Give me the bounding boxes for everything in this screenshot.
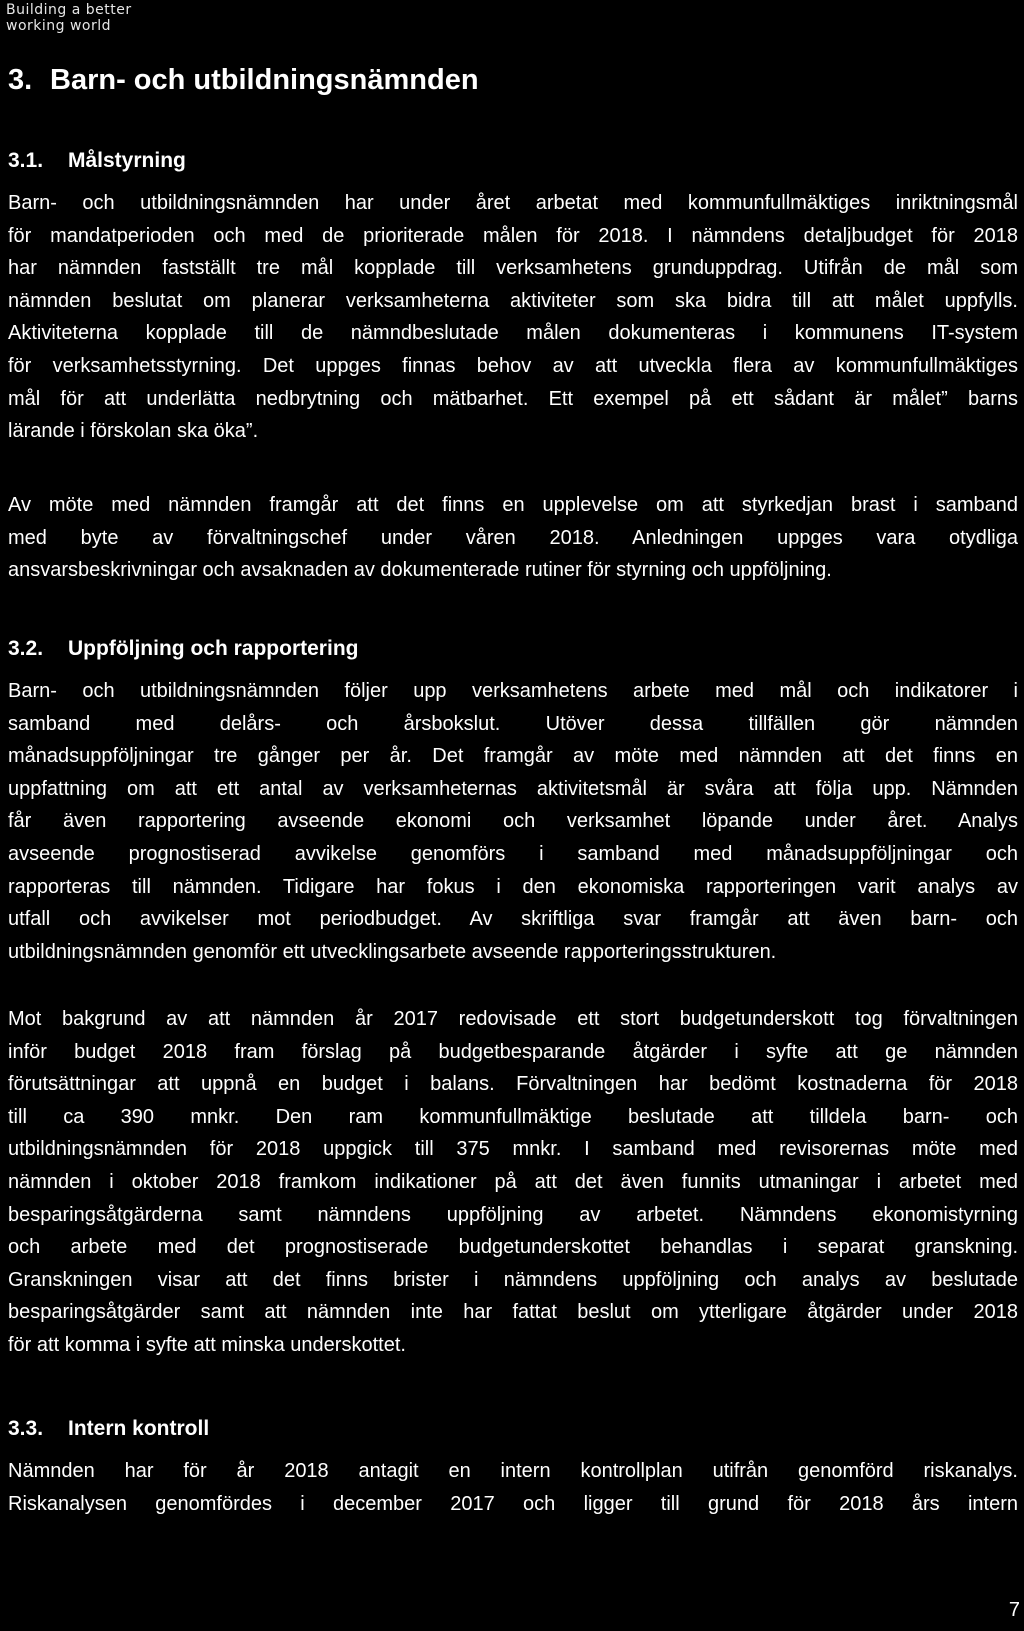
text-line: samband med delårs- och årsbokslut. Utöver dessa tillfällen gör nämnden (8, 712, 1018, 735)
text-line: avseende prognostiserad avvikelse genomförs i samband med månadsuppföljningar och (8, 842, 1018, 865)
text-line: nämnden i oktober 2018 framkom indikationer på att det även funnits utmaningar i arbetet med (8, 1170, 1018, 1193)
text-line: mål för att underlätta nedbrytning och mätbarhet. Ett exempel på ett sådant är målet” barns (8, 387, 1018, 410)
section-title: Uppföljning och rapportering (68, 637, 359, 660)
text-line: utbildningsnämnden genomför ett utvecklingsarbete avseende rapporteringsstrukturen. (8, 940, 777, 963)
section-heading-3-3 (8, 1416, 209, 1442)
paragraph-uppfoljning-2 (8, 1003, 1018, 1362)
text-line: får även rapportering avseende ekonomi och verksamhet löpande under året. Analys (8, 810, 1018, 833)
section-title: Intern kontroll (68, 1417, 210, 1440)
text-line: Av möte med nämnden framgår att det finns en upplevelse om att styrkedjan brast i samband (8, 494, 1018, 516)
text-line: utfall och avvikelser mot periodbudget. Av skriftliga svar framgår att även barn- och (8, 908, 1018, 931)
text-line: Nämnden har för år 2018 antagit en intern kontrollplan utifrån genomförd riskanalys. (8, 1460, 1018, 1482)
text-line: månadsuppföljningar tre gånger per år. Det framgår av möte med nämnden att det finns en (8, 745, 1018, 768)
text-line: Riskanalysen genomfördes i december 2017 och ligger till grund för 2018 års intern (8, 1492, 1018, 1515)
section-heading-3-2 (8, 636, 358, 662)
text-line: Mot bakgrund av att nämnden år 2017 redovisade ett stort budgetunderskott tog förvaltningen (8, 1008, 1018, 1030)
text-line: för mandatperioden och med de prioriterade målen för 2018. I nämndens detaljbudget för 2018 (8, 224, 1018, 247)
paragraph-malstyrning-2 (8, 489, 1018, 587)
chapter-heading (8, 62, 479, 98)
text-line: rapporteras till nämnden. Tidigare har fokus i den ekonomiska rapporteringen varit analys av (8, 875, 1018, 898)
paragraph-malstyrning-1 (8, 187, 1018, 448)
chapter-title: Barn- och utbildningsnämnden (50, 64, 479, 96)
text-line: lärande i förskolan ska öka”. (8, 420, 259, 443)
tagline-line-2: working world (6, 18, 112, 34)
text-line: ansvarsbeskrivningar och avsaknaden av dokumenterade rutiner för styrning och uppföljning. (8, 559, 832, 582)
text-line: nämnden beslutat om planerar verksamheterna aktiviteter som ska bidra till att målet uppfylls. (8, 289, 1018, 312)
section-number: 3.1. (8, 149, 44, 172)
text-line: Barn- och utbildningsnämnden har under året arbetat med kommunfullmäktiges inriktningsmål (8, 192, 1018, 214)
text-line: besparingsåtgärderna samt nämndens uppföljning av arbetet. Nämndens ekonomistyrning (8, 1203, 1018, 1226)
text-line: Granskningen visar att det finns brister i nämndens uppföljning och analys av beslutade (8, 1268, 1018, 1291)
chapter-number: 3. (8, 64, 33, 96)
section-heading-3-1 (8, 148, 186, 174)
section-number: 3.2. (8, 637, 44, 660)
text-line: har nämnden fastställt tre mål kopplade till verksamhetens grunduppdrag. Utifrån de mål som (8, 257, 1018, 280)
text-line: för att komma i syfte att minska underskottet. (8, 1333, 406, 1356)
header-tagline (6, 2, 132, 34)
text-line: förutsättningar att uppnå en budget i balans. Förvaltningen har bedömt kostnaderna för 2018 (8, 1073, 1018, 1096)
text-line: besparingsåtgärder samt att nämnden inte har fattat beslut om ytterligare åtgärder under 2018 (8, 1301, 1018, 1324)
text-line: och arbete med det prognostiserade budgetunderskottet behandlas i separat granskning. (8, 1236, 1018, 1259)
text-line: uppfattning om att ett antal av verksamheternas aktivitetsmål är svåra att följa upp. Nämnden (8, 777, 1018, 800)
text-line: till ca 390 mnkr. Den ram kommunfullmäktige beslutade att tilldela barn- och (8, 1105, 1018, 1128)
text-line: Barn- och utbildningsnämnden följer upp verksamhetens arbete med mål och indikatorer i (8, 680, 1018, 702)
text-line: utbildningsnämnden för 2018 uppgick till 375 mnkr. I samband med revisorernas möte med (8, 1138, 1018, 1161)
text-line: Aktiviteterna kopplade till de nämndbeslutade målen dokumenteras i kommunens IT-system (8, 322, 1018, 345)
section-title: Målstyrning (68, 149, 186, 172)
tagline-line-1: Building a better (6, 2, 132, 18)
page-number: 7 (1008, 1599, 1020, 1621)
paragraph-uppfoljning-1 (8, 675, 1018, 968)
section-number: 3.3. (8, 1417, 44, 1440)
text-line: för verksamhetsstyrning. Det uppges finnas behov av att utveckla flera av kommunfullmäktiges (8, 354, 1018, 377)
text-line: med byte av förvaltningschef under våren 2018. Anledningen uppges vara otydliga (8, 526, 1018, 549)
paragraph-intern-kontroll (8, 1455, 1018, 1520)
text-line: inför budget 2018 fram förslag på budgetbesparande åtgärder i syfte att ge nämnden (8, 1040, 1018, 1063)
